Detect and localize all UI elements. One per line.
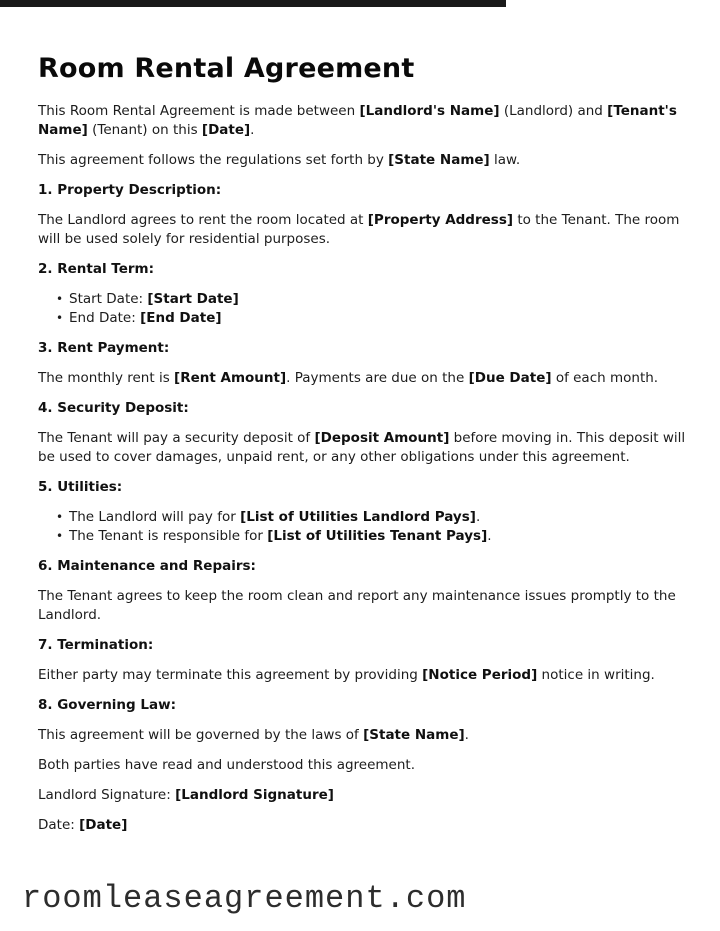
section-7-paragraph: Either party may terminate this agreement by providing [Notice Period] notice in writing. bbox=[38, 667, 655, 683]
bullet-icon: • bbox=[56, 529, 64, 543]
intro-paragraph-1: This Room Rental Agreement is made between [Landlord's Name] (Landlord) and [Tenant's Name] (Tenant) on this [Date]. bbox=[38, 103, 677, 138]
list-item bbox=[56, 309, 690, 328]
list-item bbox=[56, 527, 690, 546]
section-3-paragraph: The monthly rent is [Rent Amount]. Payments are due on the [Due Date] of each month. bbox=[38, 370, 659, 386]
list-item-text: Start Date: [Start Date] bbox=[69, 291, 239, 307]
section-4-heading: 4. Security Deposit: bbox=[38, 400, 189, 416]
rental-term-list bbox=[38, 290, 690, 328]
section-7-heading: 7. Termination: bbox=[38, 637, 154, 653]
section-1-paragraph: The Landlord agrees to rent the room located at [Property Address] to the Tenant. The room will be used solely for residential purposes. bbox=[38, 212, 680, 247]
section-2-heading: 2. Rental Term: bbox=[38, 261, 154, 277]
list-item bbox=[56, 290, 690, 309]
list-item-text: The Tenant is responsible for [List of Utilities Tenant Pays]. bbox=[69, 528, 492, 544]
utilities-list bbox=[38, 508, 690, 546]
intro-paragraph-2: This agreement follows the regulations set forth by [State Name] law. bbox=[38, 152, 521, 168]
section-5-heading: 5. Utilities: bbox=[38, 479, 123, 495]
bullet-icon: • bbox=[56, 311, 64, 325]
bullet-icon: • bbox=[56, 292, 64, 306]
section-1-heading: 1. Property Description: bbox=[38, 182, 222, 198]
list-item-text: The Landlord will pay for [List of Utilities Landlord Pays]. bbox=[69, 509, 481, 525]
section-8-heading: 8. Governing Law: bbox=[38, 697, 176, 713]
scan-artifact-top-bar bbox=[0, 0, 506, 7]
section-3-heading: 3. Rent Payment: bbox=[38, 340, 170, 356]
section-8-paragraph: This agreement will be governed by the laws of [State Name]. bbox=[38, 727, 469, 743]
document-title: Room Rental Agreement bbox=[38, 53, 415, 84]
landlord-signature-line: Landlord Signature: [Landlord Signature] bbox=[38, 787, 334, 803]
watermark-url: roomleaseagreement.com bbox=[22, 880, 467, 917]
section-6-heading: 6. Maintenance and Repairs: bbox=[38, 558, 256, 574]
signature-date-line: Date: [Date] bbox=[38, 817, 128, 833]
list-item bbox=[56, 508, 690, 527]
bullet-icon: • bbox=[56, 510, 64, 524]
section-4-paragraph: The Tenant will pay a security deposit of [Deposit Amount] before moving in. This deposit will be used to cover damages, unpaid rent, or any other obligations under this agreement. bbox=[38, 430, 686, 465]
closing-paragraph: Both parties have read and understood this agreement. bbox=[38, 757, 415, 773]
list-item-text: End Date: [End Date] bbox=[69, 310, 222, 326]
section-6-paragraph: The Tenant agrees to keep the room clean and report any maintenance issues promptly to the Landlord. bbox=[38, 588, 676, 623]
